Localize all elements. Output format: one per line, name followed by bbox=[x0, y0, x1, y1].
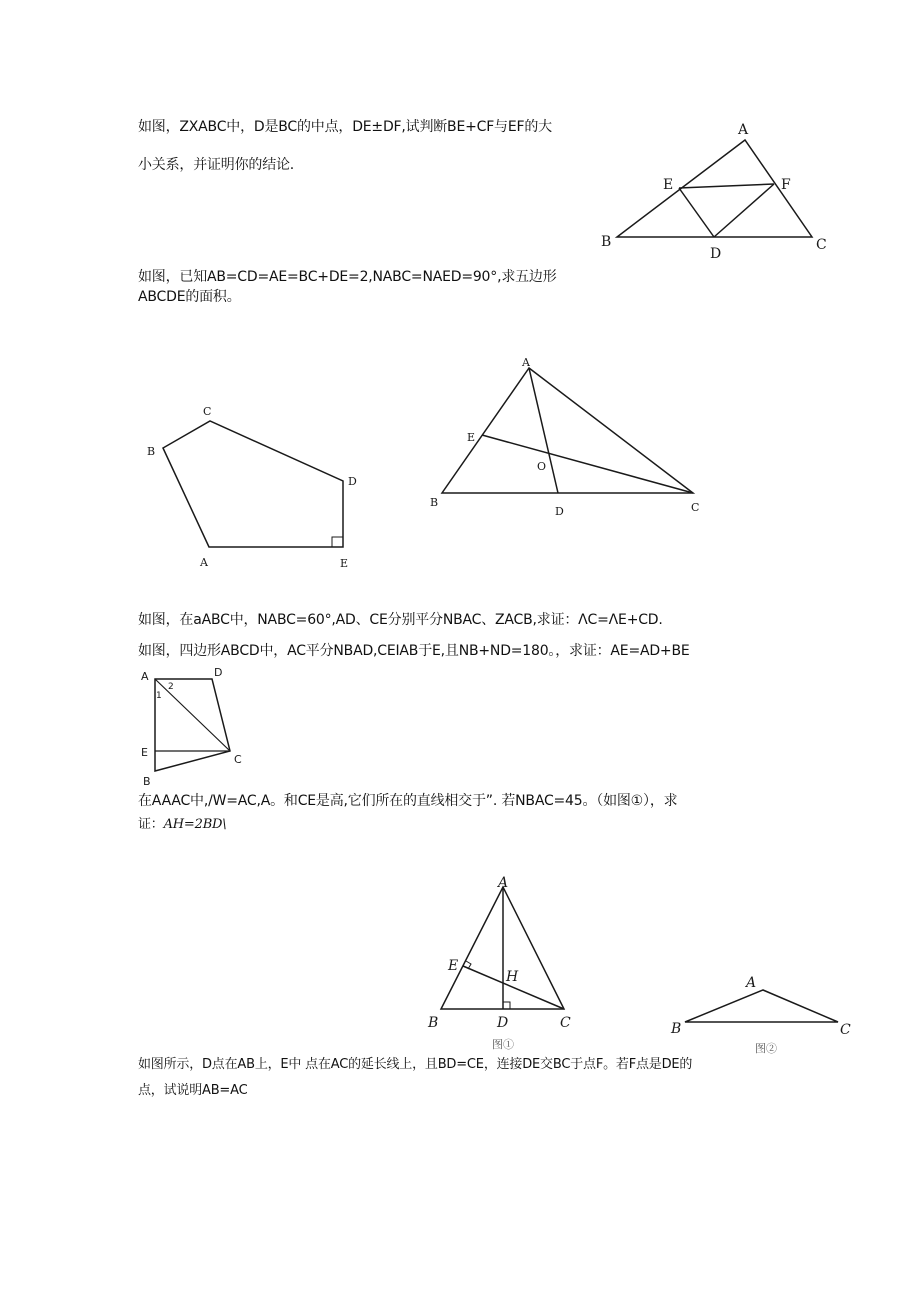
figure-quadrilateral bbox=[135, 665, 255, 790]
label-f: F bbox=[781, 177, 791, 193]
label-c: C bbox=[691, 501, 700, 514]
pentagon-abcde bbox=[163, 421, 343, 547]
caption-figure-1: 图① bbox=[492, 1038, 514, 1051]
label-b: B bbox=[430, 496, 439, 509]
problem-5-line-2-formula: AH=2BD\ bbox=[163, 817, 227, 832]
label-angle-1: 1 bbox=[156, 691, 162, 701]
label-c: C bbox=[840, 1022, 851, 1038]
label-e: E bbox=[340, 557, 349, 570]
problem-2-line-2: ABCDE的面积。 bbox=[138, 289, 241, 305]
label-e: E bbox=[141, 746, 148, 759]
label-c: C bbox=[560, 1015, 571, 1031]
label-e: E bbox=[467, 431, 476, 444]
problem-1-line-2: 小关系，并证明你的结论. bbox=[138, 157, 295, 173]
segment-fd bbox=[714, 184, 774, 237]
label-d: D bbox=[348, 475, 357, 488]
label-d: D bbox=[710, 246, 722, 262]
label-e: E bbox=[448, 958, 459, 974]
right-angle-marker bbox=[332, 537, 343, 547]
label-a: A bbox=[498, 875, 509, 891]
problem-1-line-1: 如图，ZXABC中，D是BC的中点，DE±DF,试判断BE+CF与EF的大 bbox=[138, 119, 552, 135]
label-c: C bbox=[234, 753, 242, 766]
problem-5-line-2-prefix: 证： bbox=[138, 817, 164, 832]
label-d: D bbox=[214, 666, 223, 679]
problem-5-line-2 bbox=[138, 816, 226, 834]
problem-5-line-1: 在AAAC中,/W=AC,A。和CE是高,它们所在的直线相交于”. 若NBAC=45。（如图①），求 bbox=[138, 793, 678, 809]
triangle-abc bbox=[685, 990, 838, 1022]
segment-ef bbox=[679, 184, 774, 188]
label-b: B bbox=[671, 1021, 682, 1037]
label-b: B bbox=[143, 775, 151, 788]
label-b: B bbox=[601, 234, 612, 250]
label-b: B bbox=[428, 1015, 439, 1031]
figure-pentagon bbox=[140, 400, 370, 575]
label-angle-2: 2 bbox=[168, 682, 174, 692]
segment-ce bbox=[482, 435, 693, 493]
label-c: C bbox=[203, 405, 212, 418]
figure-obtuse-triangle bbox=[665, 970, 865, 1055]
problem-6-line-1: 如图所示，D点在AB上，E中 点在AC的延长线上，且BD=CE，连接DE交BC于点F。若F点是DE的 bbox=[138, 1057, 693, 1072]
right-angle-marker-d bbox=[503, 1002, 510, 1009]
label-e: E bbox=[663, 177, 674, 193]
figure-triangle-def bbox=[595, 115, 845, 265]
label-o: O bbox=[537, 460, 547, 473]
label-a: A bbox=[746, 975, 757, 991]
problem-2-line-1: 如图，已知AB=CD=AE=BC+DE=2,NABC=NAED=90°,求五边形 bbox=[138, 269, 557, 285]
figure-altitudes bbox=[420, 870, 590, 1060]
label-d: D bbox=[497, 1015, 509, 1031]
segment-ac bbox=[155, 679, 230, 751]
figure-triangle-bisectors bbox=[425, 355, 715, 525]
label-d: D bbox=[555, 505, 564, 518]
label-a: A bbox=[522, 356, 530, 369]
problem-6-line-2: 点，试说明AB=AC bbox=[138, 1083, 248, 1098]
problem-3-line-1: 如图，在aABC中，NABC=60°,AD、CE分别平分NBAC、ZACB,求证：ΛC=ΛE+CD. bbox=[138, 612, 663, 628]
quadrilateral-abcd bbox=[155, 679, 230, 771]
triangle-abc bbox=[442, 368, 693, 493]
problem-4-line-1: 如图，四边形ABCD中，AC平分NBAD,CEIAB于E,且NB+ND=180。，求证：AE=AD+BE bbox=[138, 643, 690, 659]
label-a: A bbox=[141, 670, 149, 683]
label-a: A bbox=[200, 556, 208, 569]
label-h: H bbox=[506, 969, 519, 985]
label-c: C bbox=[816, 237, 827, 253]
caption-figure-2: 图② bbox=[755, 1042, 777, 1055]
segment-ed bbox=[679, 188, 714, 237]
label-b: B bbox=[147, 445, 156, 458]
label-a: A bbox=[738, 122, 749, 138]
